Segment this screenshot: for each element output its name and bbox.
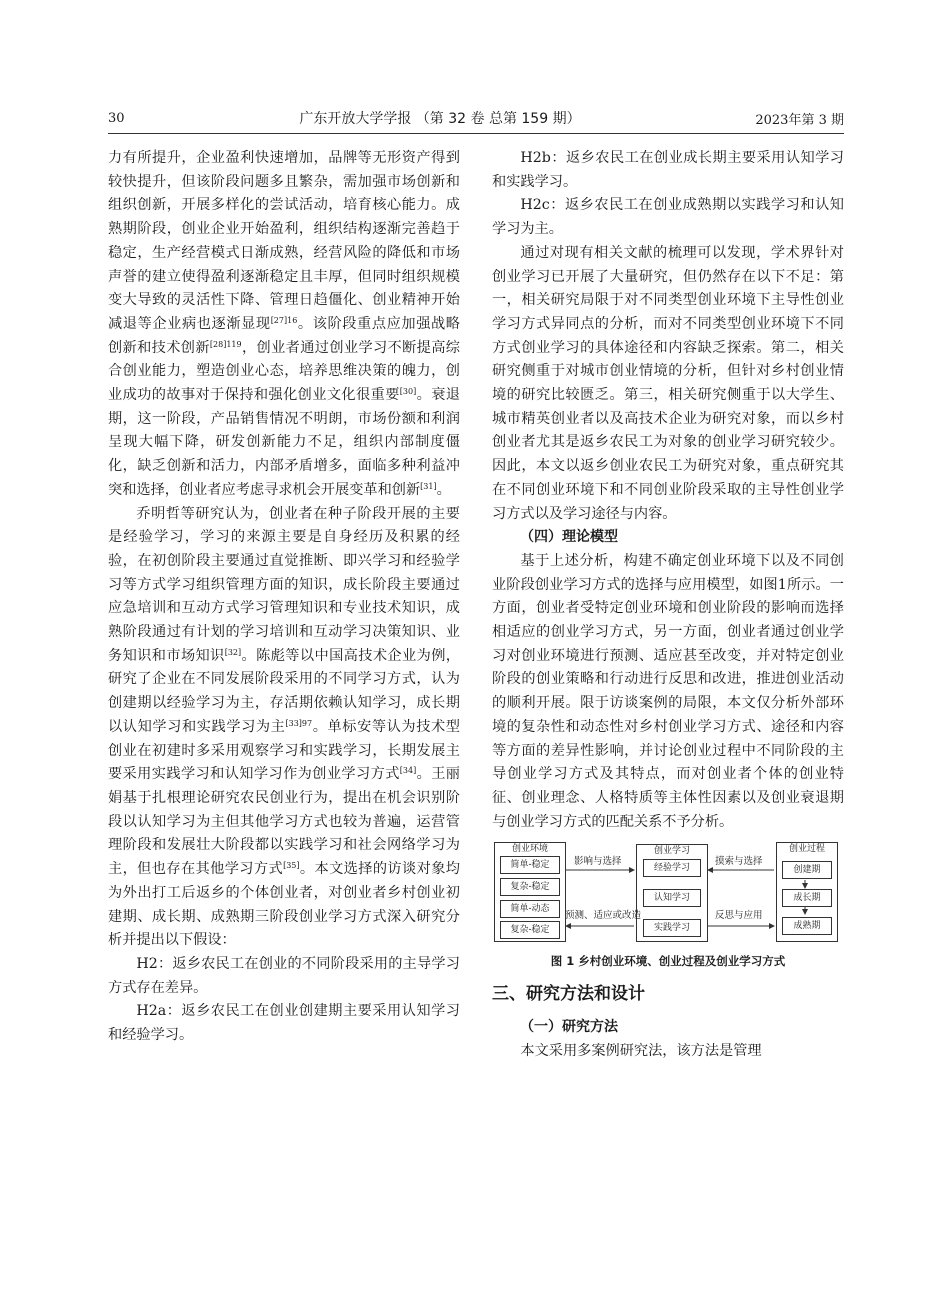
label-reflect: 反思与应用: [715, 910, 763, 922]
label-predict: 预测、适应或改造: [565, 910, 642, 922]
subsection-heading: （四）理论模型: [520, 529, 618, 546]
hypothesis-h2c: H2c：返乡农民工在创业成熟期以实践学习和认知学习为主。: [492, 197, 844, 238]
figure-1-diagram: [494, 842, 838, 942]
environment-box: 简单-稳定: [500, 856, 560, 874]
citation: [30]: [399, 387, 417, 397]
journal-title: 广东开放大学学报 （第 32 卷 总第 159 期）: [299, 111, 581, 127]
environment-group: [494, 842, 566, 942]
learning-box: 实践学习: [643, 919, 701, 937]
subsection-heading: （一）研究方法: [520, 1019, 618, 1036]
left-column: [108, 147, 460, 1048]
right-column: [492, 147, 844, 1064]
paragraph: 本文采用多案例研究法，该方法是管理: [520, 1043, 762, 1060]
issue-number: 2023年第 3 期: [755, 112, 844, 128]
citation: [28]119: [209, 339, 242, 349]
section-heading: 三、研究方法和设计: [492, 984, 645, 1005]
citation: [32]: [224, 647, 242, 657]
citation: [27]16: [270, 315, 298, 325]
label-influence: 影响与选择: [574, 856, 622, 868]
environment-title: 创业环境: [511, 844, 548, 855]
hypothesis-h2b: H2b：返乡农民工在创业成长期主要采用认知学习和实践学习。: [492, 150, 844, 190]
process-title: 创业过程: [788, 844, 825, 855]
citation: [31]: [420, 481, 437, 491]
hypothesis-h2a: H2a：返乡农民工在创业创建期主要采用认知学习和经验学习。: [108, 1003, 460, 1044]
figure-caption: 图 1 乡村创业环境、创业过程及创业学习方式: [550, 954, 786, 969]
hypothesis-h2: H2：返乡农民工在创业的不同阶段采用的主导学习方式存在差异。: [108, 955, 460, 996]
header-rule: [108, 133, 844, 134]
process-group: [776, 842, 838, 942]
page-number: 30: [108, 110, 125, 126]
paragraph: 乔明哲等研究认为，创业者在种子阶段开展的主要是经验学习，学习的来源主要是自身经历及积累的经验，在初创阶段主要通过直觉推断、即兴学习和经验学习等方式学习组织管理方面的知识，成长阶段主要通过应急培训和互动方式学习管理知识和专业技术知识，成熟阶段通过有计划的学习培训和互动学习决策知识、业务知识和市场知识[32]。陈彪等以中国高技术企业为例，研究了企业在不同发展阶段采用的不同学习方式，认为创建期以经验学习为主，存活期依赖认知学习，成长期以认知学习和实践学习为主$^{[33]97}$。单标安等认为技术型创业在初建时多采用观察学习和实践学习，长期发展主要采用实践学习和认知学习作为创业学习方式[34]。王丽娟基于扎根理论研究农民创业行为，提出在机会识别阶段以认知学习为主但其他学习方式也较为普遍，运营管理阶段和发展壮大阶段都以实践学习和社会网络学习为主，但也存在其他学习方式[35]。本文选择的访谈对象均为外出打工后返乡的个体创业者，对创业者乡村创业初建期、成长期、成熟期三阶段创业学习方式深入研究分析并提出以下假设：: [108, 505, 460, 949]
process-stage-box: 成熟期: [782, 917, 832, 935]
process-stage-box: 成长期: [782, 889, 832, 907]
environment-box: 复杂-稳定: [500, 878, 560, 896]
citation: [34]: [399, 766, 417, 776]
process-stage-box: 创建期: [782, 861, 832, 879]
citation: [35]: [283, 861, 300, 871]
learning-box: 经验学习: [643, 859, 701, 877]
citation: [33]97: [285, 718, 313, 728]
learning-group: [636, 844, 708, 942]
learning-box: 认知学习: [643, 889, 701, 907]
page-header: [108, 106, 844, 130]
label-explore: 摸索与选择: [715, 856, 763, 868]
paragraph: 力有所提升，企业盈利快速增加，品牌等无形资产得到较快提升，但该阶段问题多且繁杂，需加强市场创新和组织创新，开展多样化的尝试活动，培育核心能力。成熟期阶段，创业企业开始盈利，组织结构逐渐完善趋于稳定，生产经营模式日渐成熟，经营风险的降低和市场声誉的建立使得盈利逐渐稳定且丰厚，但同时组织规模变大导致的灵活性下降、管理日趋僵化、创业精神开始减退等企业病也逐渐显现$^{[27]16}$。该阶段重点应加强战略创新和技术创新$^{[28]119}$，创业者通过创业学习不断提高综合创业能力，塑造创业心态，培养思维决策的魄力，创业成功的故事对于保持和强化创业文化很重要[30]。衰退期，这一阶段，产品销售情况不明朗，市场份额和利润呈现大幅下降，研发创新能力不足，组织内部制度僵化，缺乏创新和活力，内部矛盾增多，面临多种利益冲突和选择，创业者应考虑寻求机会开展变革和创新[31]。: [108, 150, 460, 498]
environment-box: 复杂-稳定: [500, 921, 560, 939]
paragraph: 通过对现有相关文献的梳理可以发现，学术界针对创业学习已开展了大量研究，但仍然存在以下不足：第一，相关研究局限于对不同类型创业环境下主导性创业学习方式异同点的分析，而对不同类型创业环境下不同方式创业学习的具体途径和内容缺乏探索。第二，相关研究侧重于对城市创业情境的分析，但针对乡村创业情境的研究比较匮乏。第三，相关研究侧重于以大学生、城市精英创业者以及高技术企业为研究对象，而以乡村创业者尤其是返乡农民工为对象的创业学习研究较少。因此，本文以返乡创业农民工为研究对象，重点研究其在不同创业环境下和不同创业阶段采取的主导性创业学习方式以及学习途径与内容。: [492, 244, 844, 522]
environment-box: 简单-动态: [500, 900, 560, 918]
paragraph: 基于上述分析，构建不确定创业环境下以及不同创业阶段创业学习方式的选择与应用模型，如图1所示。一方面，创业者受特定创业环境和创业阶段的影响而选择相适应的创业学习方式，另一方面，创业者通过创业学习对创业环境进行预测、适应甚至改变，并对特定创业阶段的创业策略和行动进行反思和改进，推进创业活动的顺利开展。限于访谈案例的局限，本文仅分析外部环境的复杂性和动态性对乡村创业学习方式、途径和内容等方面的差异性影响，并讨论创业过程中不同阶段的主导创业学习方式及其特点，而对创业者个体的创业特征、创业理念、人格特质等主体性因素以及创业衰退期与创业学习方式的匹配关系不予分析。: [492, 552, 844, 830]
learning-title: 创业学习: [653, 846, 690, 857]
